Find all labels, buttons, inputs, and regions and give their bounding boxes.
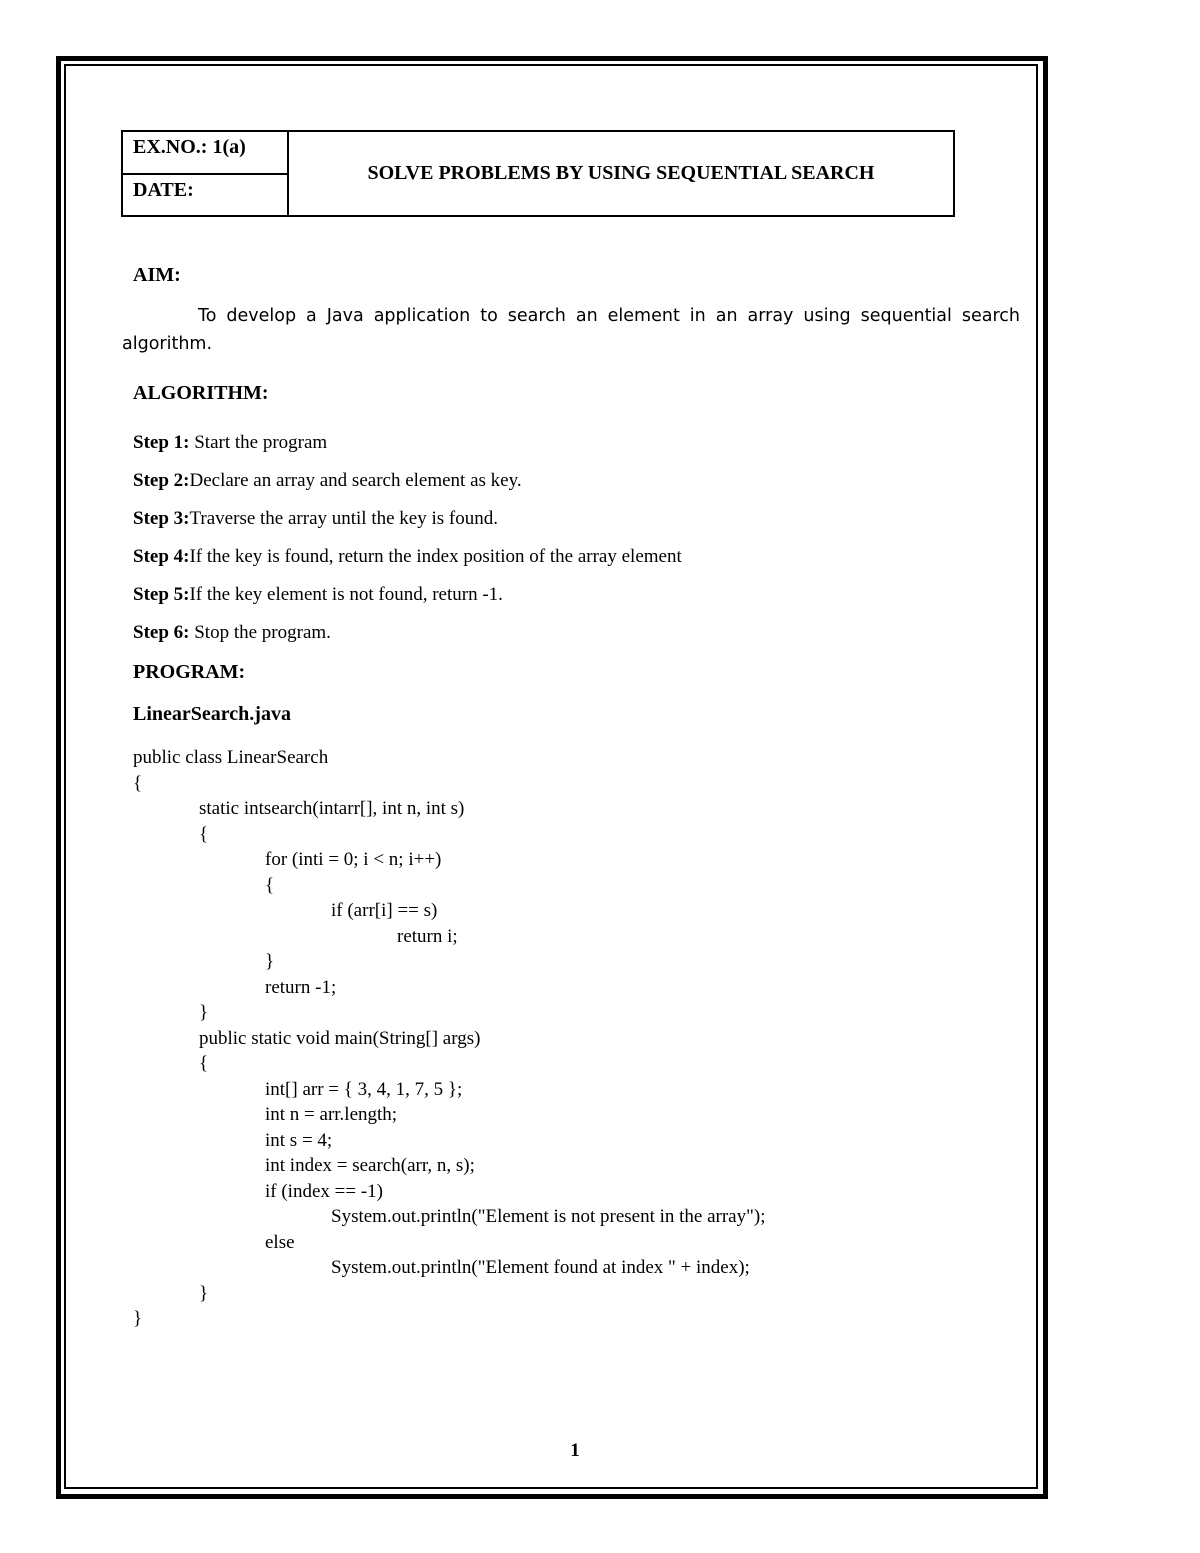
- code-line: return i;: [397, 925, 458, 947]
- header-left-column: [123, 132, 289, 215]
- code-line: if (index == -1): [265, 1180, 383, 1202]
- step-label: Step 4:: [133, 546, 190, 567]
- code-line: int[] arr = { 3, 4, 1, 7, 5 };: [265, 1078, 463, 1100]
- step-text: Start the program: [189, 432, 328, 453]
- algorithm-step: [133, 432, 327, 454]
- code-line: static intsearch(intarr[], int n, int s): [199, 798, 465, 819]
- step-label: Step 2:: [133, 470, 190, 491]
- algorithm-step: [133, 470, 522, 492]
- program-heading: PROGRAM:: [133, 661, 246, 683]
- step-label: Step 5:: [133, 584, 190, 605]
- code-line: }: [199, 1002, 209, 1023]
- code-line: {: [199, 823, 209, 845]
- code-line: int s = 4;: [265, 1129, 333, 1151]
- algorithm-step: [133, 546, 682, 568]
- code-line: int n = arr.length;: [265, 1104, 398, 1125]
- exercise-number: EX.NO.: 1(a): [123, 132, 287, 175]
- code-line: for (inti = 0; i < n; i++): [265, 849, 442, 870]
- code-line: }: [199, 1282, 209, 1304]
- step-label: Step 1:: [133, 432, 190, 453]
- code-line: int index = search(arr, n, s);: [265, 1155, 475, 1176]
- step-text: Traverse the array until the key is found.: [189, 508, 498, 529]
- code-line: }: [133, 1308, 143, 1329]
- step-label: Step 3:: [133, 508, 190, 529]
- code-line: {: [199, 1053, 209, 1074]
- algorithm-step: [133, 584, 503, 606]
- code-line: if (arr[i] == s): [331, 900, 438, 921]
- code-line: else: [265, 1231, 295, 1253]
- code-line: }: [265, 951, 275, 972]
- code-listing: [133, 745, 765, 1332]
- date-label: DATE:: [133, 179, 194, 201]
- code-line: {: [265, 874, 275, 896]
- program-filename: LinearSearch.java: [133, 703, 291, 725]
- step-text: If the key element is not found, return -1.: [189, 584, 503, 605]
- exercise-title: SOLVE PROBLEMS BY USING SEQUENTIAL SEARCH: [367, 162, 875, 184]
- code-line: public static void main(String[] args): [199, 1027, 481, 1049]
- code-line: public class LinearSearch: [133, 747, 329, 768]
- code-line: System.out.println("Element found at index " + index);: [331, 1257, 750, 1278]
- algorithm-heading: ALGORITHM:: [133, 382, 269, 404]
- code-line: System.out.println("Element is not present in the array");: [331, 1206, 766, 1227]
- header-table: [121, 130, 955, 217]
- step-label: Step 6:: [133, 622, 190, 643]
- aim-text: To develop a Java application to search an element in an array using sequential search algorithm.: [122, 306, 1020, 354]
- code-line: return -1;: [265, 976, 337, 998]
- code-line: {: [133, 772, 143, 794]
- aim-paragraph: [122, 302, 1020, 358]
- step-text: Declare an array and search element as key.: [189, 470, 522, 491]
- algorithm-step: [133, 622, 331, 644]
- algorithm-step: [133, 508, 498, 530]
- step-text: If the key is found, return the index position of the array element: [189, 546, 682, 567]
- page-number: 1: [570, 1440, 580, 1461]
- step-text: Stop the program.: [189, 622, 331, 643]
- aim-heading: AIM:: [133, 264, 181, 286]
